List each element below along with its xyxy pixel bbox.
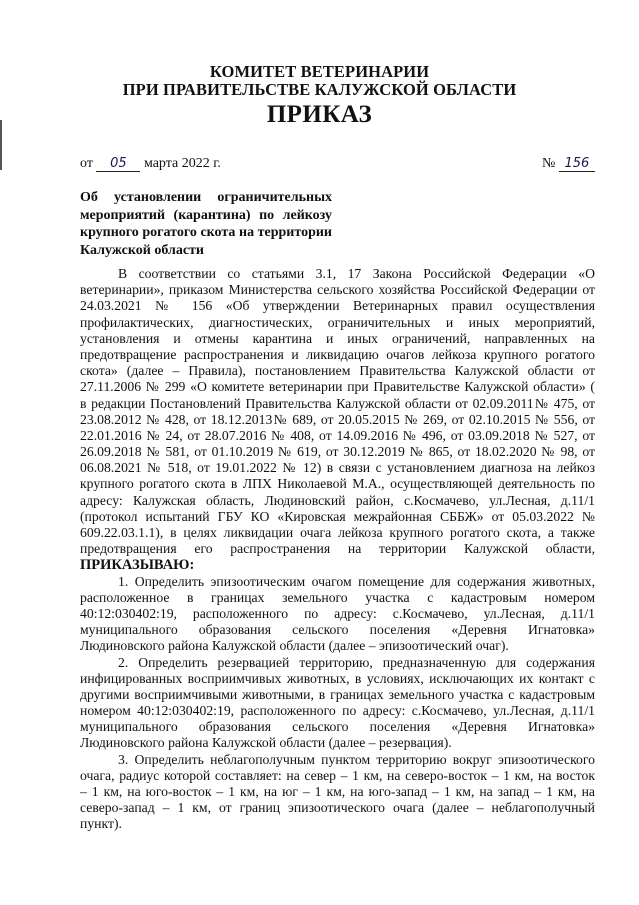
body-text-line: крупного рогатого скота в ЛПХ Николаевой М.А., осуществляющей деятельность по <box>80 476 595 492</box>
order-item-line: 3. Определить неблагополучным пунктом территорию вокруг эпизоотического <box>118 751 595 767</box>
body-text-line: (протокол испытаний ГБУ КО «Кировская межрайонная СББЖ» от 05.03.2022 № <box>80 508 595 524</box>
body-text-line: В соответствии со статьями 3.1, 17 Закона Российской Федерации «О <box>118 266 595 281</box>
order-item-line: 1. Определить эпизоотическим очагом помещение для содержания животных, <box>118 573 595 589</box>
order-number-handwritten: 156 <box>559 157 595 172</box>
body-text-line: 22.01.2016 № 24, от 28.07.2016 № 408, от 14.09.2016 № 496, от 03.09.2018 № 527, от <box>80 427 595 443</box>
subject-line: крупного рогатого скота на территории <box>80 225 332 240</box>
order-item-line: – 1 км, на юго-восток – 1 км, на юг – 1 км, на юго-запад – 1 км, на запад – 1 км, на <box>80 784 595 799</box>
order-subject <box>80 189 332 259</box>
subject-line: мероприятий (карантина) по лейкозу <box>80 207 332 223</box>
order-item-line: муниципального образования сельского поселения «Деревня Игнатовка» <box>80 719 595 735</box>
subject-line: Об установлении ограничительных <box>80 190 332 205</box>
order-item-line: Людиновского района Калужской области (далее – резервация). <box>80 735 452 751</box>
order-item-line: номером 40:12:030402:19, расположенного по адресу: с.Космачево, ул.Лесная, д.11/1 <box>80 703 595 719</box>
order-item-line: Людиновского района Калужской области (далее – эпизоотический очаг). <box>80 638 509 654</box>
order-item-line: муниципального образования сельского поселения «Деревня Игнатовка» <box>80 622 595 638</box>
subject-line: Калужской области <box>80 242 204 258</box>
date-prefix: от <box>80 156 93 171</box>
order-body <box>80 266 595 833</box>
body-text-line: 609.22.03.1.1), в целях ликвидации очага лейкоза крупного рогатого скота, а также <box>80 525 595 540</box>
body-text-line: 06.08.2021 № 518, от 19.01.2022 № 12) в связи с установлением диагноза на лейкоз <box>80 460 595 476</box>
order-item-line: пункт). <box>80 816 122 832</box>
body-text-line: ветеринарии», приказом Министерства сельского хозяйства Российской Федерации от <box>80 282 595 298</box>
order-item-line: 40:12:030402:19, расположенного по адресу: с.Космачево, ул.Лесная, д.11/1 <box>80 605 595 621</box>
body-text-line: установления и отмены карантина и иных ограничений, направленных на <box>80 330 595 346</box>
order-number-line <box>542 156 595 172</box>
body-text-line: профилактических, диагностических, ограничительных и иных мероприятий, <box>80 314 595 330</box>
body-text-line: адресу: Калужская область, Людиновский район, с.Космачево, ул.Лесная, д.11/1 <box>80 492 595 508</box>
body-text-line: 27.11.2006 № 299 «О комитете ветеринарии при Правительстве Калужской области» ( <box>80 379 595 395</box>
date-line <box>80 156 221 172</box>
order-item-line: северо-запад – 1 км, от границ эпизоотического очага (далее – неблагополучный <box>80 800 595 816</box>
org-name-line2: ПРИ ПРАВИТЕЛЬСТВЕ КАЛУЖСКОЙ ОБЛАСТИ <box>122 80 517 99</box>
body-text-line: предотвращение распространения и ликвидацию очагов лейкоза крупного рогатого <box>80 346 595 362</box>
document-title: ПРИКАЗ <box>266 101 373 128</box>
order-item-line: инфицированных восприимчивых животных, в условиях, исключающих их контакт с <box>80 670 595 686</box>
date-day-handwritten: 05 <box>96 157 140 172</box>
body-text-line: 23.08.2012 № 428, от 18.12.2013№ 689, от 20.05.2015 № 269, от 02.10.2015 № 556, от <box>80 411 595 427</box>
body-text-line: предотвращения его распространения на территории Калужской области, <box>80 541 595 557</box>
order-item-line: другими восприимчивыми животными, в границах земельного участка с кадастровым <box>80 686 595 702</box>
order-directive-word: ПРИКАЗЫВАЮ: <box>80 557 195 574</box>
order-item-line: очага, радиус которой составляет: на север – 1 км, на северо-восток – 1 км, на восток <box>80 767 595 783</box>
body-text-line: 24.03.2021 № 156 «Об утверждении Ветеринарных правил осуществления <box>80 298 595 314</box>
order-item-line: расположенное в границах земельного участка с кадастровым номером <box>80 589 595 605</box>
org-name-line1: КОМИТЕТ ВЕТЕРИНАРИИ <box>209 62 430 81</box>
order-item-line: 2. Определить резервацией территорию, предназначенную для содержания <box>118 654 595 670</box>
body-text-line: 26.09.2018 № 581, от 01.10.2019 № 619, от 30.12.2019 № 865, от 18.02.2020 № 98, от <box>80 444 595 460</box>
body-text-line: в редакции Постановлений Правительства Калужской области от 02.09.2011№ 475, от <box>80 395 595 411</box>
body-text-line: скота» (далее – Правила), постановлением Правительства Калужской области от <box>80 363 595 379</box>
date-rest: марта 2022 г. <box>143 156 221 171</box>
number-prefix: № <box>542 156 556 171</box>
